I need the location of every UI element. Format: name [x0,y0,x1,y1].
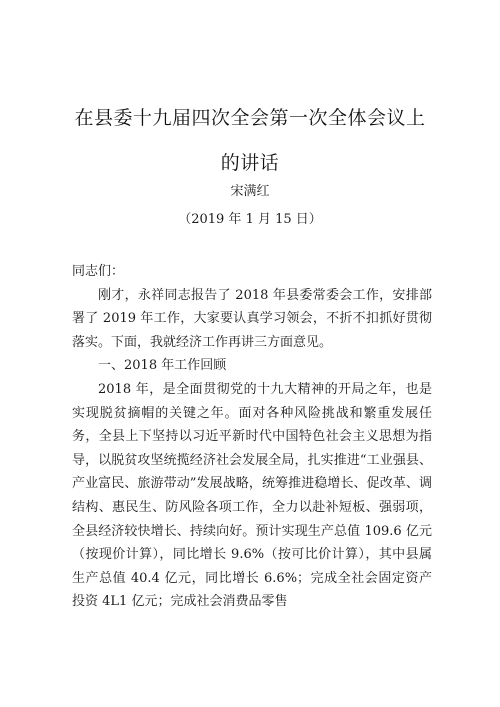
document-title-line-2: 的讲话 [220,152,280,174]
salutation: 同志们： [72,264,125,279]
section-heading: 一、2018 年工作回顾 [98,358,227,374]
review-paragraph: 2018 年，是全面贯彻党的十九大精神的开局之年，也是实现脱贫摘帽的关键之年。面对各种风险挑战和繁重发展任务，全县上下坚持以习近平新时代中国特色社会主义思想为指导，以脱贫攻坚统揽经济社会发展全局，扎实推进“工业强县、产业富民、旅游带动”发展战略，统筹推进稳增长、促改革、调结构、惠民生、防风险各项工作，全力以赴补短板、强弱项，全县经济较快增长、持续向好。预计实现生产总值 109.6 亿元（按现价计算），同比增长 9.6%（按可比价计算），其中县属生产总值 40.4 亿元，同比增长 6.6%；完成全社会固定资产投资 4L1 亿元；完成社会消费品零售 [72,381,432,610]
author-name: 宋满红 [230,184,270,199]
opening-paragraph: 刚才，永祥同志报告了 2018 年县委常委会工作，安排部署了 2019 年工作，大家要认真学习领会，不折不扣抓好贯彻落实。下面，我就经济工作再讲三方面意见。 [72,287,432,350]
speech-date: （2019 年 1 月 15 日） [178,212,322,227]
document-title-line-1: 在县委十九届四次全会第一次全体会议上 [74,107,426,129]
document-body [72,260,432,614]
